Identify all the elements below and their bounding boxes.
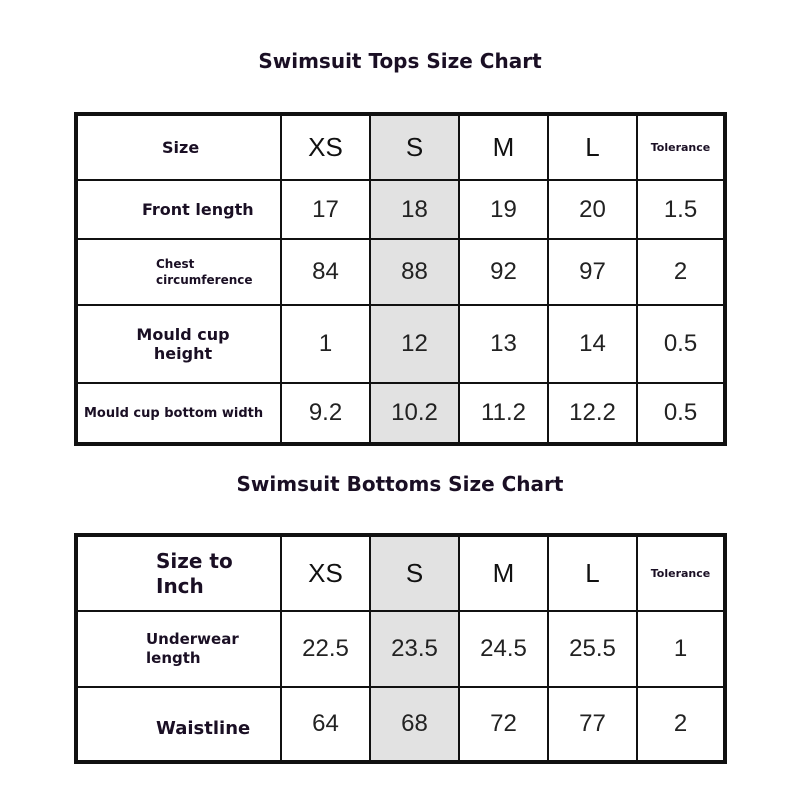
cell-value: 9.2 bbox=[281, 383, 370, 444]
tops-size-table bbox=[74, 112, 727, 446]
row-label-mould-cup-height bbox=[76, 305, 281, 383]
label-line: Chest bbox=[156, 257, 195, 272]
size-m-header: M bbox=[459, 114, 548, 180]
tolerance-value: 1 bbox=[637, 611, 725, 687]
bottoms-size-table bbox=[74, 533, 727, 764]
tops-chart-title: Swimsuit Tops Size Chart bbox=[258, 49, 542, 73]
cell-value: 18 bbox=[370, 180, 459, 239]
table-row bbox=[76, 180, 725, 239]
cell-value: 11.2 bbox=[459, 383, 548, 444]
row-label-underwear-length bbox=[76, 611, 281, 687]
cell-value: 92 bbox=[459, 239, 548, 305]
size-xs-header: XS bbox=[281, 535, 370, 611]
size-l-header: L bbox=[548, 535, 637, 611]
cell-value: 14 bbox=[548, 305, 637, 383]
tolerance-value: 2 bbox=[637, 239, 725, 305]
tolerance-header: Tolerance bbox=[637, 535, 725, 611]
cell-value: 17 bbox=[281, 180, 370, 239]
size-xs-header: XS bbox=[281, 114, 370, 180]
row-label-mould-cup-bottom-width: Mould cup bottom width bbox=[76, 383, 281, 444]
size-to-inch-header bbox=[76, 535, 281, 611]
size-s-header: S bbox=[370, 114, 459, 180]
tolerance-value: 2 bbox=[637, 687, 725, 762]
label-line: Inch bbox=[156, 573, 204, 598]
cell-value: 77 bbox=[548, 687, 637, 762]
cell-value: 19 bbox=[459, 180, 548, 239]
table-header-row bbox=[76, 114, 725, 180]
tolerance-value: 0.5 bbox=[637, 305, 725, 383]
table-row bbox=[76, 611, 725, 687]
size-m-header: M bbox=[459, 535, 548, 611]
label-line: length bbox=[146, 649, 201, 667]
bottoms-chart-title: Swimsuit Bottoms Size Chart bbox=[236, 472, 564, 496]
cell-value: 64 bbox=[281, 687, 370, 762]
label-line: Underwear bbox=[146, 630, 239, 648]
table-row bbox=[76, 383, 725, 444]
table-row bbox=[76, 305, 725, 383]
cell-value: 97 bbox=[548, 239, 637, 305]
row-label-waistline: Waistline bbox=[76, 687, 281, 762]
row-label-chest-circumference bbox=[76, 239, 281, 305]
cell-value: 24.5 bbox=[459, 611, 548, 687]
cell-value: 72 bbox=[459, 687, 548, 762]
cell-value: 22.5 bbox=[281, 611, 370, 687]
cell-value: 23.5 bbox=[370, 611, 459, 687]
table-row bbox=[76, 239, 725, 305]
cell-value: 84 bbox=[281, 239, 370, 305]
cell-value: 12.2 bbox=[548, 383, 637, 444]
table-header-row bbox=[76, 535, 725, 611]
label-line: Mould cup bbox=[136, 325, 230, 345]
cell-value: 12 bbox=[370, 305, 459, 383]
row-label-front-length: Front length bbox=[76, 180, 281, 239]
size-s-header: S bbox=[370, 535, 459, 611]
cell-value: 25.5 bbox=[548, 611, 637, 687]
cell-value: 68 bbox=[370, 687, 459, 762]
cell-value: 13 bbox=[459, 305, 548, 383]
cell-value: 88 bbox=[370, 239, 459, 305]
cell-value: 10.2 bbox=[370, 383, 459, 444]
size-header-label: Size bbox=[76, 114, 281, 180]
label-line: circumference bbox=[156, 273, 253, 288]
table-row bbox=[76, 687, 725, 762]
cell-value: 1 bbox=[281, 305, 370, 383]
cell-value: 20 bbox=[548, 180, 637, 239]
size-l-header: L bbox=[548, 114, 637, 180]
tolerance-value: 0.5 bbox=[637, 383, 725, 444]
tolerance-header: Tolerance bbox=[637, 114, 725, 180]
tolerance-value: 1.5 bbox=[637, 180, 725, 239]
label-line: Size to bbox=[156, 548, 233, 573]
label-line: height bbox=[153, 344, 213, 364]
